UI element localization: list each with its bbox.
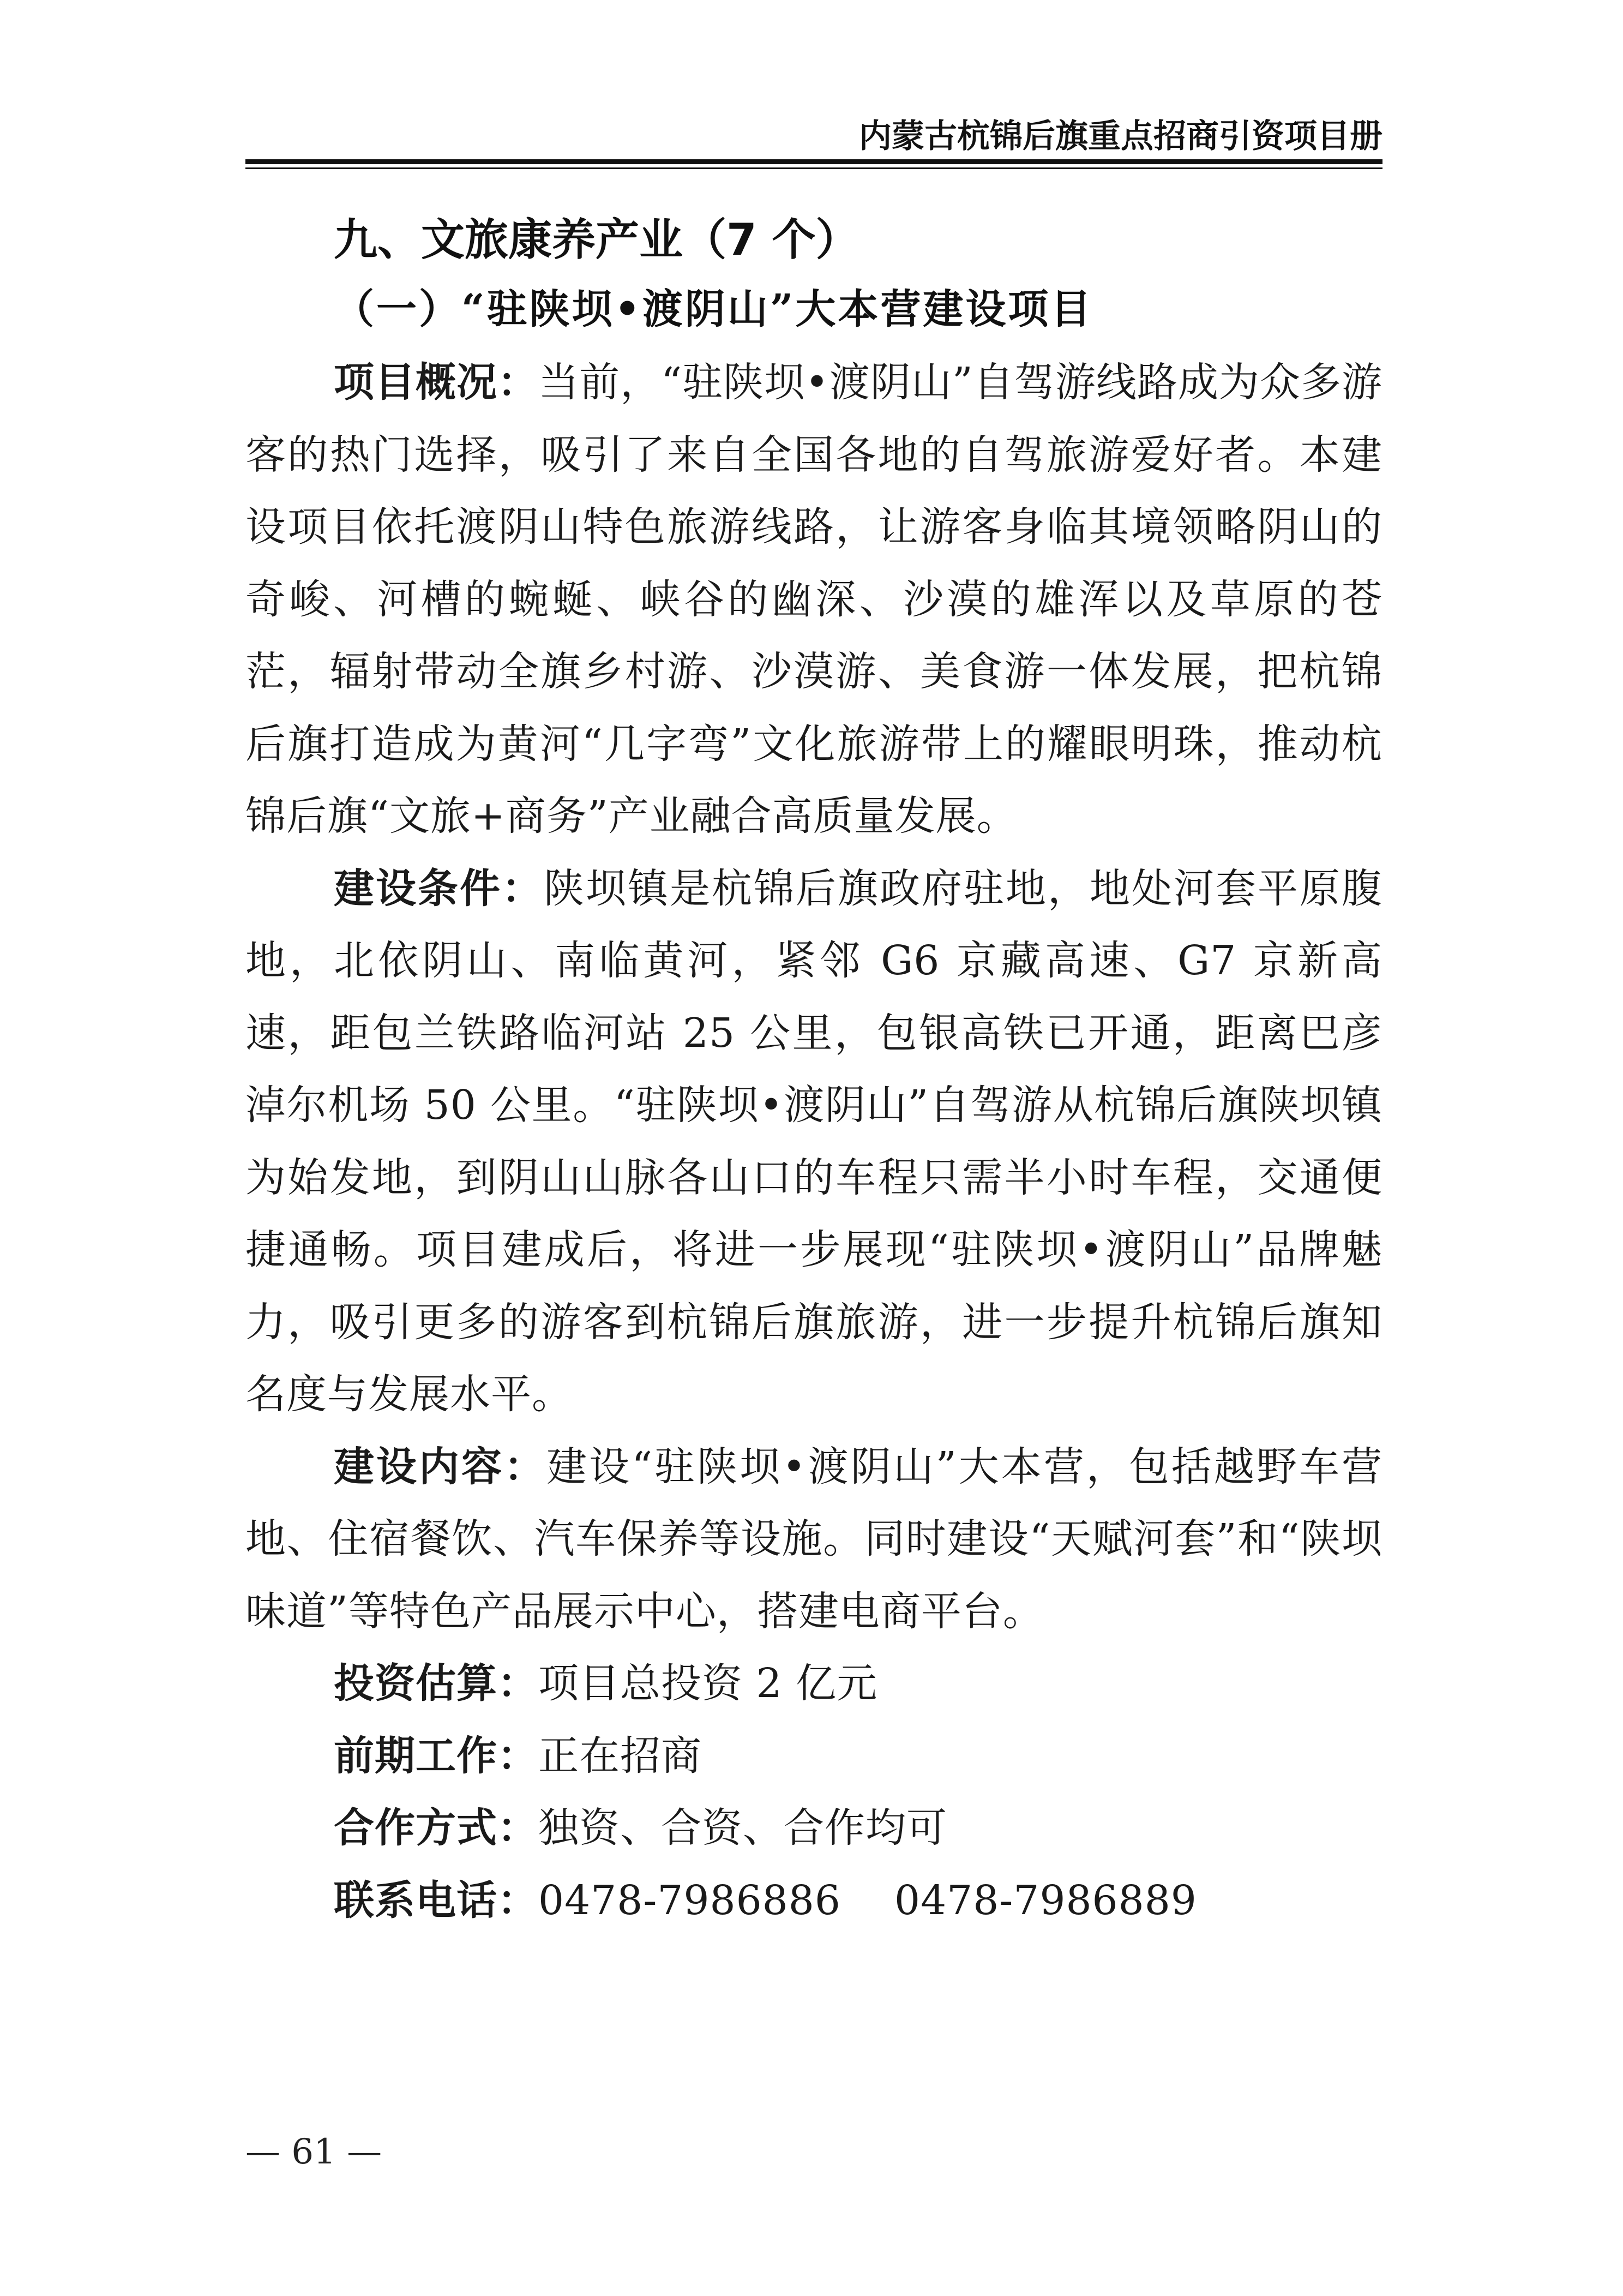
field-value: 独资、合资、合作均可 — [538, 1805, 947, 1851]
field-contact-phone — [245, 1865, 1382, 1937]
paragraph-label: 项目概况： — [334, 359, 539, 406]
paragraph-text: 陕坝镇是杭锦后旗政府驻地，地处河套平原腹地，北依阴山、南临黄河，紧邻 G6 京藏高速、G7 京新高速，距包兰铁路临河站 25 公里，包银高铁已开通，距离巴彦淖尔机场 50 公里。“驻陕坝•渡阴山”自驾游从杭锦后旗陕坝镇为始发地，到阴山山脉各山口的车程只需半小时车程，交通便捷通畅。项目建成后，将进一步展现“驻陕坝•渡阴山”品牌魅力，吸引更多的游客到杭锦后旗旅游，进一步提升杭锦后旗知名度与发展水平。 — [245, 865, 1382, 1418]
project-title: （一）“驻陕坝•渡阴山”大本营建设项目 — [334, 286, 1093, 333]
header-rule-thin — [245, 167, 1382, 169]
running-header: 内蒙古杭锦后旗重点招商引资项目册 — [859, 117, 1382, 155]
field-value: 正在招商 — [538, 1732, 702, 1779]
header-rule-thick — [245, 159, 1382, 164]
field-investment — [245, 1647, 1382, 1720]
field-value: 0478-7986886 0478-7986889 — [538, 1877, 1197, 1924]
page-number: — 61 — — [245, 2132, 382, 2172]
field-preliminary-work — [245, 1720, 1382, 1793]
field-label: 合作方式： — [334, 1805, 538, 1851]
paragraph-label: 建设内容： — [334, 1443, 547, 1490]
paragraph-label: 建设条件： — [334, 865, 544, 912]
page-content — [245, 207, 1382, 1937]
paragraph-text: 当前，“驻陕坝•渡阴山”自驾游线路成为众多游客的热门选择，吸引了来自全国各地的自驾旅游爱好者。本建设项目依托渡阴山特色旅游线路，让游客身临其境领略阴山的奇峻、河槽的蜿蜒、峡谷的幽深、沙漠的雄浑以及草原的苍茫，辐射带动全旗乡村游、沙漠游、美食游一体发展，把杭锦后旗打造成为黄河“几字弯”文化旅游带上的耀眼明珠，推动杭锦后旗“文旅+商务”产业融合高质量发展。 — [245, 359, 1383, 840]
field-cooperation — [245, 1792, 1382, 1865]
field-label: 投资估算： — [334, 1660, 538, 1707]
field-value: 项目总投资 2 亿元 — [538, 1660, 878, 1707]
paragraph-text: 建设“驻陕坝•渡阴山”大本营，包括越野车营地、住宿餐饮、汽车保养等设施。同时建设“天赋河套”和“陕坝味道”等特色产品展示中心，搭建电商平台。 — [245, 1443, 1382, 1635]
field-label: 前期工作： — [334, 1732, 538, 1779]
paragraph-overview — [245, 346, 1382, 853]
paragraph-content — [245, 1431, 1382, 1648]
section-heading: 九、文旅康养产业（7 个） — [334, 214, 859, 265]
field-label: 联系电话： — [334, 1877, 538, 1924]
paragraph-conditions — [245, 853, 1382, 1431]
